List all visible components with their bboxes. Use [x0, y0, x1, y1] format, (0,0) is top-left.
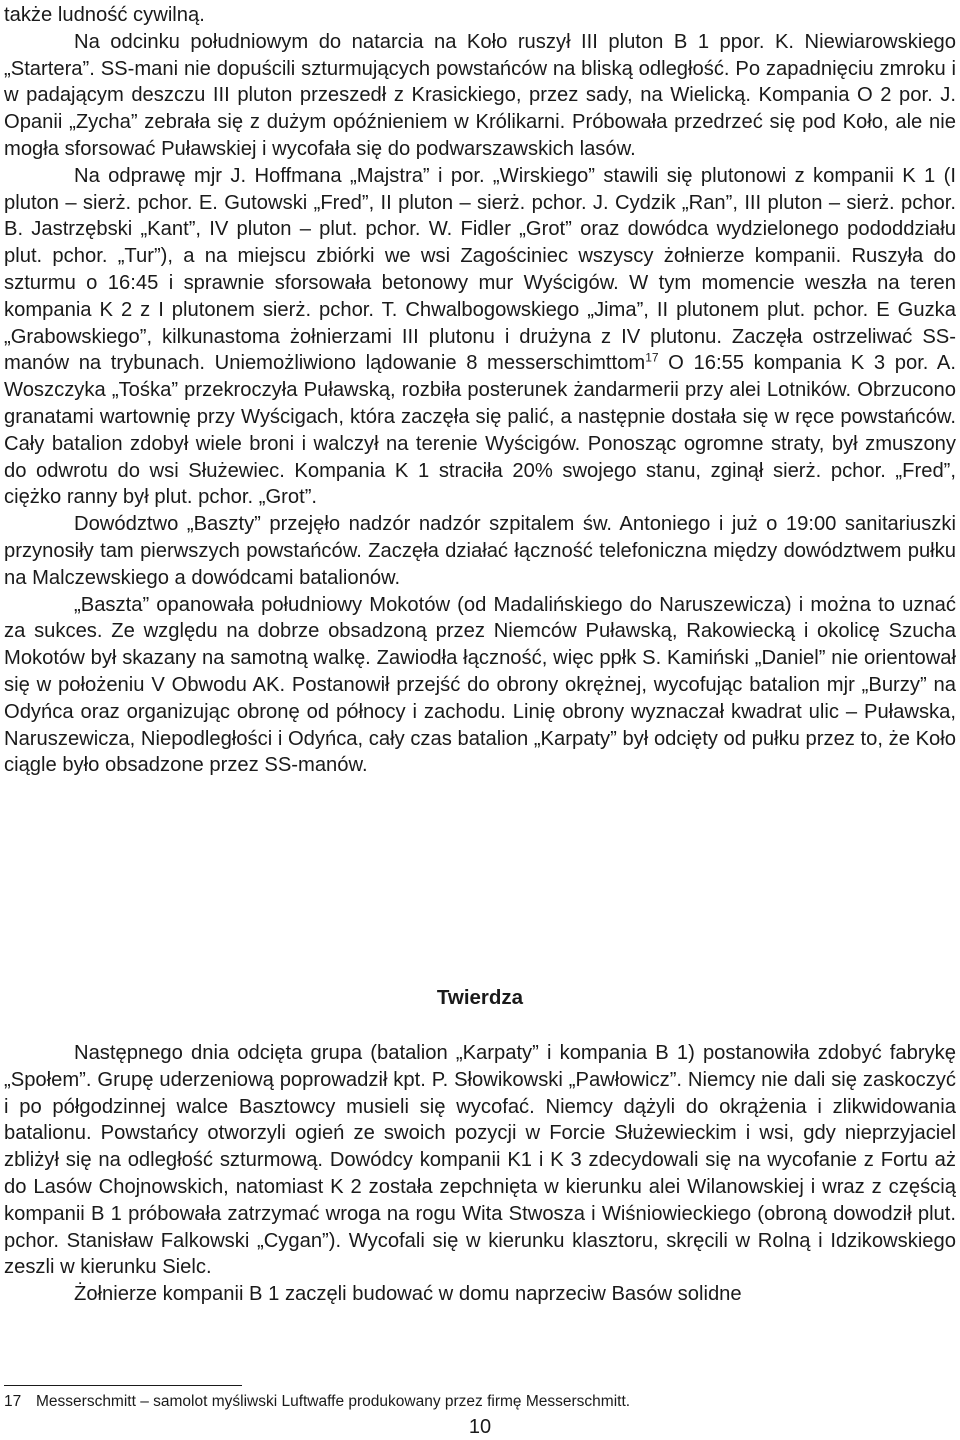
paragraph-south-sector: Na odcinku południowym do natarcia na Koło ruszył III pluton B 1 ppor. K. Niewiarowskiego „Startera”. SS-mani nie dopuścili szturmujących powstańców na bliską odległość. Po zapadnięciu zmroku i w padającym deszczu III pluton przeszedł z Krasickiego, przez sady, na Wielicką. Kompania O 2 por. J. Opanii „Zycha” zebrała się z dużym opóźnieniem w Królikarni. Próbowała przedrzeć się pod Koło, ale nie mogła sforsować Puławskiej i wycofała się do podwarszawskich lasów. — [4, 30, 956, 160]
footnote-reference[interactable]: 17 — [645, 350, 659, 365]
body-text — [4, 2, 956, 779]
section-heading-wrap — [4, 985, 956, 1011]
paragraph-command: Dowództwo „Baszty” przejęło nadzór nadzór szpitalem św. Antoniego i już o 19:00 sanitariuszki przynosiły tam pierwszych powstańców. Zaczęła działać łączność telefoniczna między dowództwem pułku na Malczewskiego a dowódcami batalionów. — [4, 513, 956, 589]
paragraph-soldiers: Żołnierze kompanii B 1 zaczęli budować w domu naprzeciw Basów solidne — [74, 1283, 742, 1306]
paragraph-briefing-text: Na odprawę mjr J. Hoffmana „Majstra” i por. „Wirskiego” stawili się plutonowi z kompanii K 1 (I pluton – sierż. pchor. E. Gutowski „Fred”, II pluton – sierż. pchor. J. Cydzik „Ran”, III pluton – sierż. pchor. B. Jastrzębski „Kant”, IV pluton – plut. pchor. W. Fidler „Grot” oraz dowódca wydzielonego pododdziału plut. pchor. „Tur”), a na miejscu zbiórki we wsi Zagościniec wszyscy żołnierze kompanii. Ruszyła do szturmu o 16:45 i sprawnie sforsowała betonowy mur Wyścigów. W tym momencie weszła na teren kompania K 2 z I plutonem sierż. pchor. T. Chwalbogowskiego „Jima”, II plutonem plut. pchor. E Guzka „Grabowskiego”, kilkunastoma żołnierzami III plutonu i drużyna z IV plutonu. Zaczęła ostrzeliwać SS-manów na trybunach. Uniemożliwiono lądowanie 8 messerschimttom — [4, 164, 956, 375]
paragraph-briefing-text-end: O 16:55 kompania K 3 por. A. Woszczyka „Tośka” przekroczyła Puławską, rozbiła posterunek żandarmerii przy alei Lotników. Obrzucono granatami wartownię przy Wyścigach, która zaczęła się palić, a następnie dostała się w ręce powstańców. Cały batalion zdobył wiele broni i walczył na terenie Wyścigów. Ponosząc ogromne straty, był zmuszony do odwrotu do wsi Służewiec. Kompania K 1 straciła 20% swojego stanu, zginął sierż. pchor. „Fred”, ciężko ranny był plut. pchor. „Grot”. — [4, 352, 956, 509]
paragraph-south-mokotow: „Baszta” opanowała południowy Mokotów (od Madalińskiego do Naruszewicza) i można to uznać za sukces. Ze względu na dobrze obsadzoną przez Niemców Puławską, Rakowiecką i okolicę Szucha Mokotów był skazany na samotną walkę. Zawiodła łączność, więc ppłk S. Kamiński „Daniel” nie orientował się w położeniu V Obwodu AK. Postanowił przejść do obrony okrężnej, wycofując batalion mjr „Burzy” na Odyńca oraz organizując obronę od północy i zachodu. Linię obrony wyznaczał kwadrat ulic – Puławska, Naruszewicza, Niepodległości i Odyńca, cały czas batalion „Karpaty” był odcięty od pułku przez to, że Koło ciągle było obsadzone przez SS-manów. — [4, 593, 956, 777]
footnote-separator — [4, 1385, 242, 1386]
footnote — [4, 1392, 630, 1412]
paragraph-next-day: Następnego dnia odcięta grupa (batalion „Karpaty” i kompania B 1) postanowiła zdobyć fabrykę „Społem”. Grupę uderzeniową poprowadził kpt. P. Słowikowski „Pawłowicz”. Niemcy nie dali się zaskoczyć i po półgodzinnej walce Basztowcy musieli się wycofać. Niemcy dążyli do okrążenia i zlikwidowania batalionu. Powstańcy otworzyli ogień ze swoich pozycji w Forcie Służewieckim i wsi, gdy nieprzyjaciel zbliżył się na odległość szturmową. Dowódcy kompanii K1 i K 3 zdecydowali się na wycofanie z Fortu aż do Lasów Chojnowskich, natomiast K 2 została zepchnięta w kierunku alei Wilanowskiej i wraz z częścią kompanii B 1 próbowała zatrzymać wroga na rogu Wita Stwosza i Wiśniowieckiego (obroną dowodził plut. pchor. Stanisław Falkowski „Cygan”). Wycofali się w kierunku klasztoru, skręcili w Rolną i Idzikowskiego zeszli w kierunku Sielc. — [4, 1042, 956, 1279]
footnote-text: Messerschmitt – samolot myśliwski Luftwaffe produkowany przez firmę Messerschmitt. — [36, 1393, 631, 1410]
paragraph-continuation: także ludność cywilną. — [4, 4, 205, 26]
section-heading: Twierdza — [436, 986, 524, 1009]
section-body — [4, 1040, 956, 1308]
paragraph-briefing — [4, 163, 956, 511]
footnote-number: 17 — [4, 1393, 22, 1410]
page-number: 10 — [468, 1416, 492, 1438]
